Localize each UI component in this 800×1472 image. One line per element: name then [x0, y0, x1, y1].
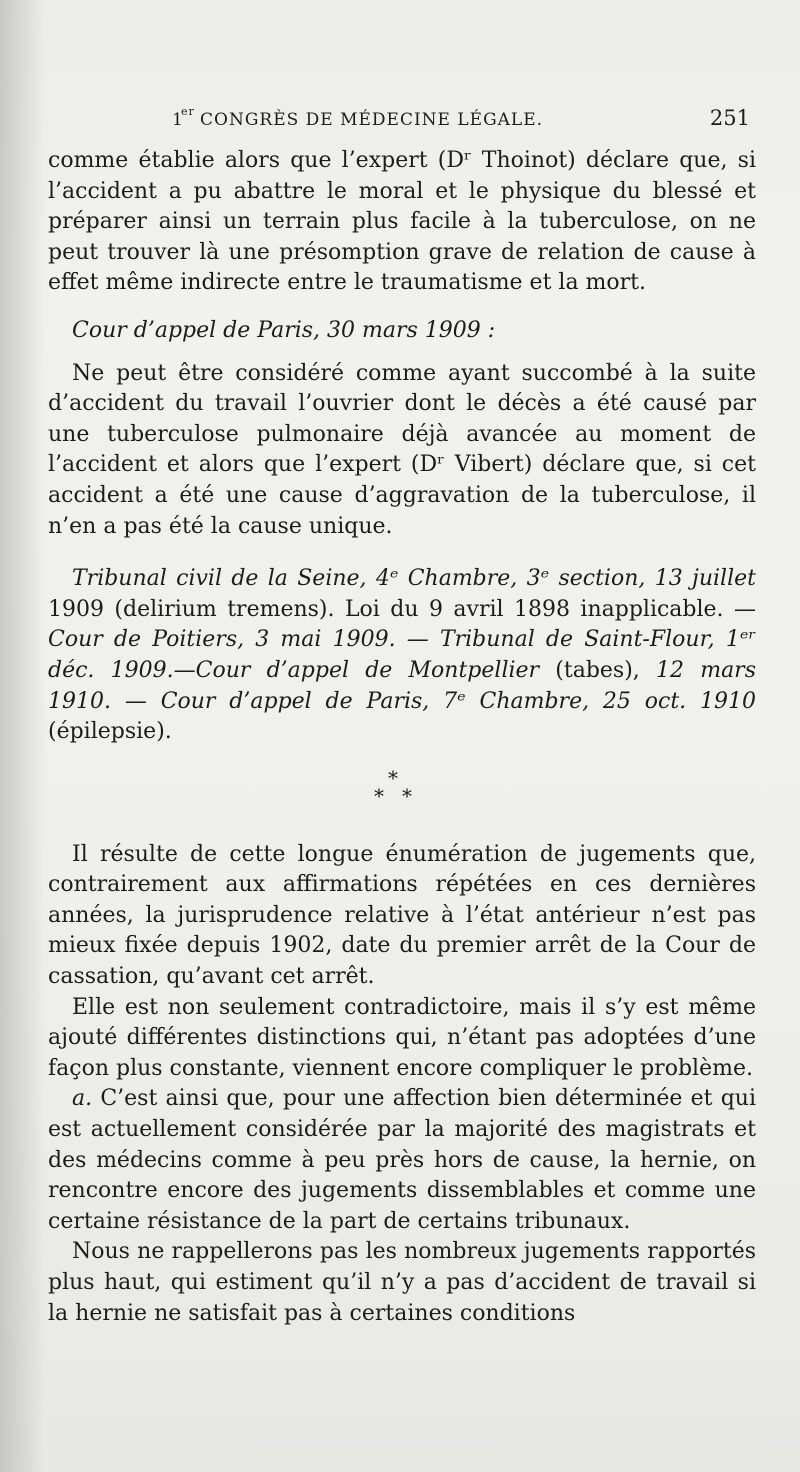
- asterism-star-top: *: [388, 765, 398, 790]
- paragraph-hernia-text: C’est ainsi que, pour une affection bien déterminée et qui est actuellement considérée par la majorité des magistrats et des médecins comme à peu près hors de cause, la hernie, on rencontre encore des jugements dissemblables et comme une certaine résistance de la part de certains tribunaux.: [48, 1086, 756, 1234]
- ref-line-5-note: (épilepsie).: [48, 719, 172, 745]
- ref-line-4: déc. 1909.—Cour d’appel de Montpellier: [48, 657, 540, 683]
- running-header: [172, 104, 750, 136]
- list-marker-a: a.: [72, 1086, 93, 1112]
- header-title: CONGRÈS DE MÉDECINE LÉGALE.: [200, 110, 544, 130]
- ref-line-2: 1909 (delirium tremens). Loi du 9 avril 1898 inapplicable. —: [48, 596, 756, 622]
- header-ordinal-number: 1: [172, 110, 184, 130]
- asterism-star-right: *: [402, 783, 412, 808]
- references-paragraph: [48, 564, 756, 748]
- ref-line-4-date: 12 mars 1910.: [48, 657, 756, 714]
- ref-line-4-note: (tabes),: [539, 657, 656, 683]
- asterism-star-left: *: [374, 783, 384, 808]
- page-body: [48, 146, 756, 1329]
- ref-line-3: Cour de Poitiers, 3 mai 1909. — Tribunal de Saint-Flour, 1ᵉʳ: [48, 627, 756, 653]
- paragraph-final: Nous ne rappellerons pas les nombreux jugements rapportés plus haut, qui estiment qu’il n’y a pas d’accident de travail si la hernie ne satisfait pas à certaines conditions: [48, 1239, 756, 1326]
- paragraph-conclusion: Il résulte de cette longue énumération de jugements que, contrairement aux affirmations répétées en ces dernières années, la jurisprudence relative à l’état antérieur n’est pas mieux fixée depuis 1902, date du premier arrêt de la Cour de cassation, qu’avant cet arrêt.: [48, 841, 756, 990]
- ref-line-5: — Cour d’appel de Paris, 7ᵉ Chambre, 25 oct. 1910: [124, 688, 756, 714]
- section-asterism: [48, 766, 756, 826]
- paragraph-continuation: comme établie alors que l’expert (Dʳ Thoinot) déclare que, si l’accident a pu abattre le moral et le physique du blessé et préparer ainsi un terrain plus facile à la tuberculose, on ne peut trouver là une présomption grave de relation de cause à effet même indirecte entre le traumatisme et la mort.: [48, 148, 756, 296]
- header-ordinal-suffix: er: [181, 105, 195, 118]
- paragraph-judgment: Ne peut être considéré comme ayant succombé à la suite d’accident du travail l’ouvrier dont le décès a été causé par une tuberculose pulmonaire déjà avancée au moment de l’accident et alors que l’expert (Dʳ Vibert) déclare que, si cet accident a été une cause d’aggravation de la tuberculose, il n’en a pas été la cause unique.: [48, 360, 756, 539]
- paragraph-hernia: [48, 1084, 756, 1237]
- ref-line-1: Tribunal civil de la Seine, 4ᵉ Chambre, 3ᵉ section, 13 juillet: [72, 566, 756, 592]
- court-heading: Cour d’appel de Paris, 30 mars 1909 :: [72, 317, 496, 343]
- page-number: 251: [709, 106, 750, 130]
- paragraph-contradiction: Elle est non seulement contradictoire, mais il s’y est même ajouté différentes distinctions qui, n’étant pas adoptées d’une façon plus constante, viennent encore compliquer le problème.: [48, 994, 756, 1081]
